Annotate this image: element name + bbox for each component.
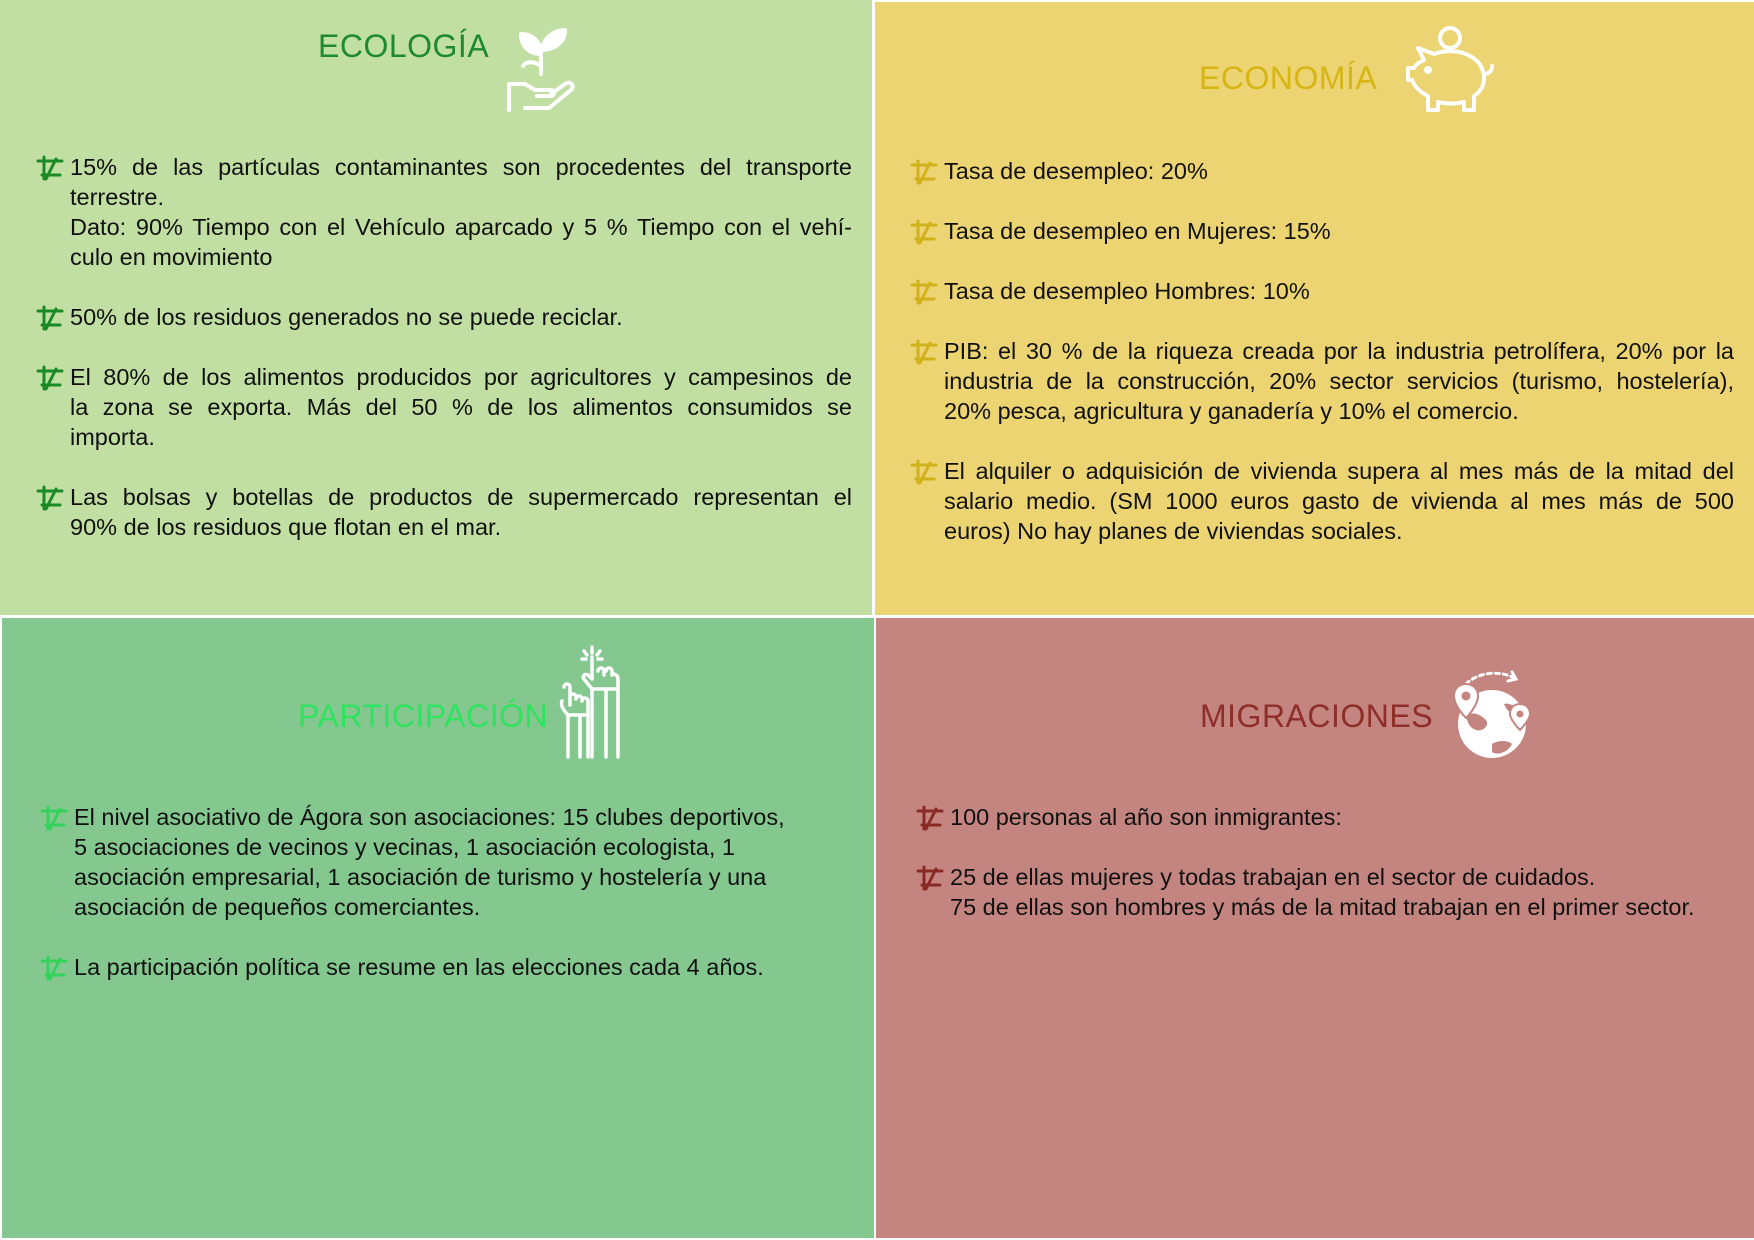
list-item <box>74 952 864 982</box>
text-line: 75 de ellas son hombres y más de la mitad trabajan en el primer sector. <box>950 894 1695 920</box>
ecologia-list <box>70 152 852 572</box>
list-item <box>944 216 1734 246</box>
bullet-icon <box>916 865 944 891</box>
text-line: La participación política se resume en las elecciones cada 4 años. <box>74 954 764 980</box>
bullet-icon <box>36 485 64 511</box>
text-line: 50% de los residuos generados no se puede reciclar. <box>70 304 623 330</box>
list-item <box>944 456 1734 546</box>
text-line: Dato: 90% Tiempo con el Vehículo aparcado y 5 % Tiempo con el vehí- <box>70 214 852 240</box>
bullet-icon <box>36 365 64 391</box>
text-line: Tasa de desempleo: 20% <box>944 158 1208 184</box>
hand-plant-icon <box>505 26 577 112</box>
text-line: 20% pesca, agricultura y ganadería y 10% el comercio. <box>944 398 1519 424</box>
bullet-icon <box>910 219 938 245</box>
bullet-icon <box>36 305 64 331</box>
text-line: importa. <box>70 424 155 450</box>
text-line: culo en movimiento <box>70 244 273 270</box>
piggy-bank-icon <box>1404 24 1496 116</box>
bullet-icon <box>40 805 68 831</box>
text-line: la zona se exporta. Más del 50 % de los alimentos consumidos se <box>70 394 852 420</box>
text-line: El alquiler o adquisición de vivienda supera al mes más de la mitad del <box>944 458 1734 484</box>
globe-location-icon <box>1452 670 1536 762</box>
bullet-icon <box>916 805 944 831</box>
ecologia-title: ECOLOGÍA <box>318 28 490 64</box>
bullet-icon <box>36 155 64 181</box>
text-line: El 80% de los alimentos producidos por agricultores y campesinos de <box>70 364 852 390</box>
text-line: 15% de las partículas contaminantes son procedentes del transporte <box>70 154 852 180</box>
list-item <box>950 802 1740 832</box>
text-line: euros) No hay planes de viviendas sociales. <box>944 518 1403 544</box>
migraciones-list <box>950 802 1740 952</box>
list-item <box>70 362 852 452</box>
list-item <box>950 862 1740 922</box>
text-line: salario medio. (SM 1000 euros gasto de vivienda al mes más de 500 <box>944 488 1734 514</box>
migraciones-title: MIGRACIONES <box>1200 698 1434 734</box>
list-item <box>70 152 852 272</box>
participacion-panel <box>2 618 874 1238</box>
list-item <box>944 336 1734 426</box>
list-item <box>70 482 852 542</box>
bullet-icon <box>910 459 938 485</box>
list-item <box>944 156 1734 186</box>
list-item <box>944 276 1734 306</box>
economia-title: ECONOMÍA <box>1199 60 1378 96</box>
text-line: 100 personas al año son inmigrantes: <box>950 804 1342 830</box>
bullet-icon <box>40 955 68 981</box>
list-item <box>74 802 864 922</box>
text-line: industria de la construcción, 20% sector servicios (turismo, hostelería), <box>944 368 1734 394</box>
text-line: El nivel asociativo de Ágora son asociaciones: 15 clubes deportivos, <box>74 804 785 830</box>
economia-panel <box>875 2 1754 615</box>
text-line: terrestre. <box>70 184 165 210</box>
text-line: Las bolsas y botellas de productos de supermercado representan el <box>70 484 852 510</box>
text-line: 5 asociaciones de vecinos y vecinas, 1 asociación ecologista, 1 <box>74 834 735 860</box>
text-line: Tasa de desempleo Hombres: 10% <box>944 278 1310 304</box>
participacion-list <box>74 802 864 1012</box>
text-line: 25 de ellas mujeres y todas trabajan en el sector de cuidados. <box>950 864 1596 890</box>
ecologia-panel <box>0 0 872 615</box>
participacion-title: PARTICIPACIÓN <box>298 698 549 734</box>
migraciones-panel <box>876 618 1754 1238</box>
bullet-icon <box>910 279 938 305</box>
text-line: PIB: el 30 % de la riqueza creada por la industria petrolífera, 20% por la <box>944 338 1734 364</box>
text-line: asociación empresarial, 1 asociación de turismo y hostelería y una <box>74 864 767 890</box>
text-line: 90% de los residuos que flotan en el mar. <box>70 514 502 540</box>
list-item <box>70 302 852 332</box>
raised-hands-icon <box>558 645 626 759</box>
text-line: asociación de pequeños comerciantes. <box>74 894 481 920</box>
text-line: Tasa de desempleo en Mujeres: 15% <box>944 218 1331 244</box>
bullet-icon <box>910 339 938 365</box>
economia-list <box>944 156 1734 576</box>
bullet-icon <box>910 159 938 185</box>
